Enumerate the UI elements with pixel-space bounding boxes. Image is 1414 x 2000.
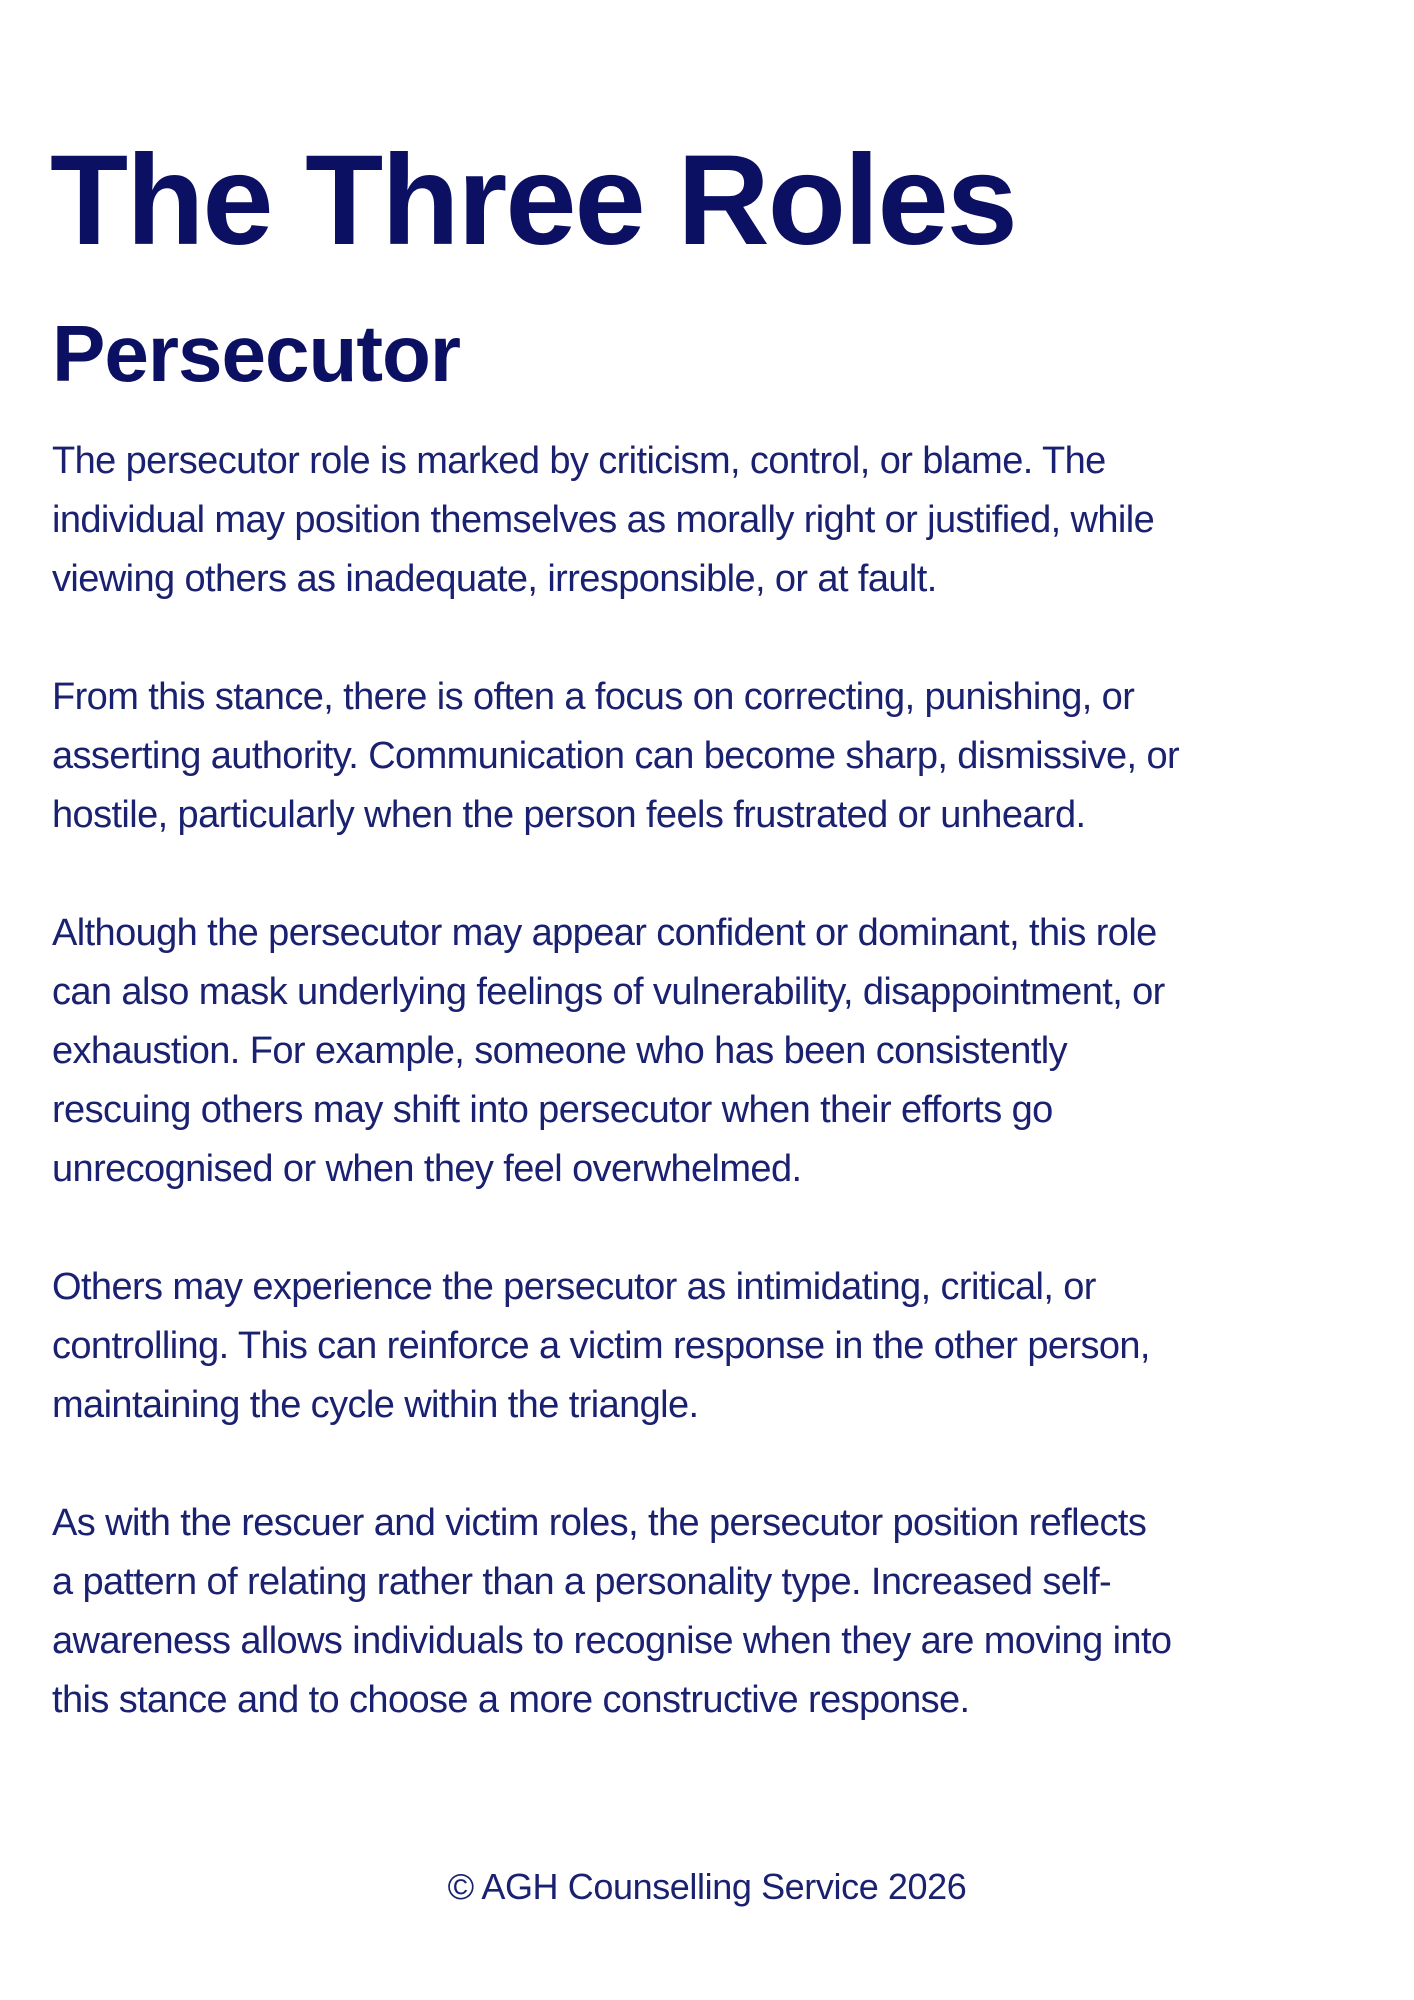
paragraph-5: As with the rescuer and victim roles, the persecutor position reflects a pattern of relating rather than a personality type. Increased self- awareness allows individuals to recognise when they are moving into this stance and to choose a more constructive response. (52, 1502, 1172, 1721)
body-text (52, 432, 1382, 1789)
paragraph-2: From this stance, there is often a focus on correcting, punishing, or asserting authority. Communication can become sharp, dismissive, or hostile, particularly when the person feels frustrated or unheard. (52, 676, 1180, 836)
paragraph-1: The persecutor role is marked by criticism, control, or blame. The individual may position themselves as morally right or justified, while viewing others as inadequate, irresponsible, or at fault. (52, 440, 1155, 600)
paragraph-4: Others may experience the persecutor as intimidating, critical, or controlling. This can reinforce a victim response in the other person, maintaining the cycle within the triangle. (52, 1266, 1150, 1426)
copyright-footer: © AGH Counselling Service 2026 (447, 1866, 967, 1907)
page-title: The Three Roles (50, 129, 1016, 272)
paragraph-3: Although the persecutor may appear confident or dominant, this role can also mask underlying feelings of vulnerability, disappointment, or exhaustion. For example, someone who has been consistently rescuing others may shift into persecutor when their efforts go unrecognised or when they feel overwhelmed. (52, 912, 1165, 1190)
section-heading: Persecutor (52, 309, 460, 398)
